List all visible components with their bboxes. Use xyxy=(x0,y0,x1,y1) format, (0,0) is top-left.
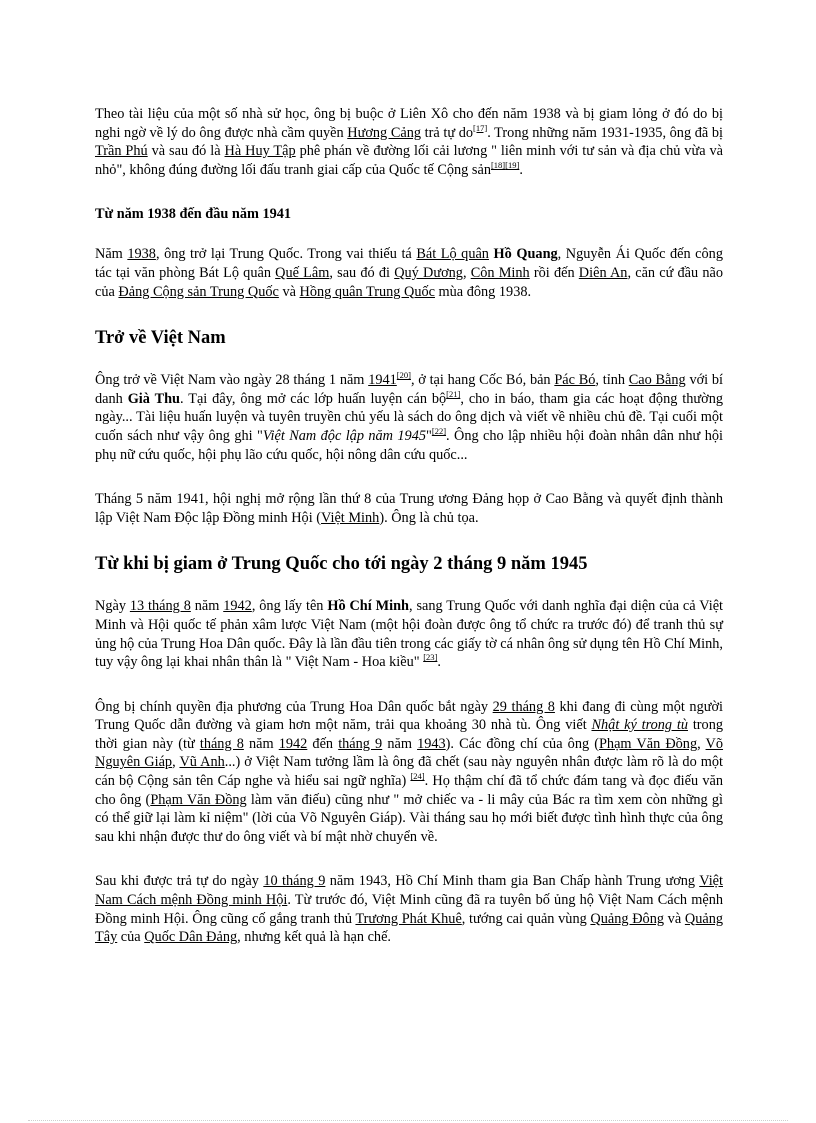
link-bat-lo-quan[interactable]: Bát Lộ quân xyxy=(416,246,489,263)
ref-24[interactable]: [24] xyxy=(410,771,425,782)
text: , nhưng kết quả là hạn chế. xyxy=(237,929,391,946)
link-quy-duong[interactable]: Quý Dương xyxy=(394,264,463,281)
text: , Nguyễn Ái Quốc đến công tác tại văn phòng Bát Lộ quân xyxy=(95,246,723,281)
paragraph-3 xyxy=(95,371,723,464)
paragraph-7 xyxy=(95,872,723,946)
ref-20[interactable]: [20] xyxy=(396,370,411,381)
link-vu-anh[interactable]: Vũ Anh xyxy=(179,754,225,771)
text: năm xyxy=(382,735,418,752)
paragraph-4 xyxy=(95,490,723,527)
link-dien-an[interactable]: Diên An xyxy=(578,264,628,281)
text: ). Ông là chủ tọa. xyxy=(379,509,479,526)
paragraph-2 xyxy=(95,245,723,301)
heading-tro-ve-viet-nam: Trở về Việt Nam xyxy=(95,328,226,349)
text: Ông trở về Việt Nam vào ngày 28 tháng 1 năm xyxy=(95,372,369,389)
link-que-lam[interactable]: Quế Lâm xyxy=(275,264,330,281)
text: , tướng cai quản vùng xyxy=(461,910,591,927)
link-tran-phu[interactable]: Trần Phú xyxy=(95,143,148,160)
text: mùa đông 1938. xyxy=(434,283,532,300)
text: trả tự do xyxy=(421,124,474,141)
link-quang-tay[interactable]: Quảng Tây xyxy=(95,910,723,946)
link-ha-huy-tap[interactable]: Hà Huy Tập xyxy=(224,143,296,160)
text: " xyxy=(426,427,432,444)
paragraph-6 xyxy=(95,698,723,847)
text: ). Các đồng chí của ông ( xyxy=(445,735,599,752)
link-thang-9[interactable]: tháng 9 xyxy=(338,735,383,752)
text: , tỉnh xyxy=(595,372,629,389)
text: . Từ trước đó, Việt Minh cũng đã ra tuyên bố ủng hộ Việt Nam Cách mệnh Đồng minh Hội. Ông cũng cố gắng tranh thủ xyxy=(95,892,723,927)
link-pham-van-dong[interactable]: Phạm Văn Đồng xyxy=(598,735,698,752)
bold-ho-quang: Hồ Quang xyxy=(493,246,558,263)
link-29-thang-8[interactable]: 29 tháng 8 xyxy=(492,698,555,715)
link-pham-van-dong-2[interactable]: Phạm Văn Đồng xyxy=(150,791,247,808)
link-viet-nam-cach-menh-dong-minh-hoi[interactable]: Việt Nam Cách mệnh Đồng minh Hội xyxy=(95,873,723,909)
text: năm 1943, Hồ Chí Minh tham gia Ban Chấp hành Trung ương xyxy=(325,873,700,890)
text: Theo tài liệu của một số nhà sử học, ông bị buộc ở Liên Xô cho đến năm 1938 và bị giam lỏng ở đó do bị nghi ngờ về lý do ông được nhà cầm quyền xyxy=(95,106,723,141)
link-1942[interactable]: 1942 xyxy=(223,598,252,615)
link-1943[interactable]: 1943 xyxy=(417,735,446,752)
text: năm xyxy=(243,735,279,752)
heading-1938-1941: Từ năm 1938 đến đầu năm 1941 xyxy=(95,206,292,223)
text: , sau đó đi xyxy=(329,264,395,281)
link-cao-bang[interactable]: Cao Bằng xyxy=(628,372,686,389)
text: . Trong những năm 1931-1935, ông đã bị xyxy=(487,124,724,141)
text: Ngày xyxy=(95,598,130,615)
paragraph-5 xyxy=(95,597,723,671)
text: . Họ thậm chí đã tổ chức đám tang và đọc điếu văn cho ông ( xyxy=(95,773,723,808)
text: Ông bị chính quyền địa phương của Trung Hoa Dân quốc bắt ngày xyxy=(95,698,493,715)
text: . xyxy=(519,161,523,178)
text: với bí danh xyxy=(95,372,723,407)
bold-ho-chi-minh: Hồ Chí Minh xyxy=(327,598,409,615)
link-dang-cong-san-trung-quoc[interactable]: Đảng Cộng sản Trung Quốc xyxy=(118,283,279,300)
text: , xyxy=(172,754,180,771)
text: Sau khi được trả tự do ngày xyxy=(95,873,264,890)
link-huong-cang[interactable]: Hương Cảng xyxy=(347,124,422,141)
link-thang-8[interactable]: tháng 8 xyxy=(199,735,244,752)
text: phê phán về đường lối cải lương " liên minh với tư sản và địa chủ vừa và nhỏ", không đúng đường lối đấu tranh giai cấp của Quốc tế Cộng sản xyxy=(95,143,723,178)
ref-19[interactable]: [19] xyxy=(505,159,520,170)
text: và xyxy=(278,283,300,300)
link-nhat-ky-trong-tu[interactable] xyxy=(591,717,688,733)
text: làm văn điếu) cũng như " mở chiếc va - li mây của Bác ra tìm xem còn những gì có thể giữ lại làm kỉ niệm" (lời của Võ Nguyên Giáp). Vài tháng sau họ mới biết được tình hình thực của ông sau khi nhận được thư do ông viết và bí mật nhờ chuyển về. xyxy=(95,791,723,845)
text: , sang Trung Quốc với danh nghĩa đại diện của cả Việt Minh và Hội quốc tế phản xâm lược Việt Nam (một hội đoàn được ông tổ chức ra trước đó) để tranh thủ sự ủng hộ của Trung Hoa Dân quốc. Đây là lần đầu tiên trong các giấy tờ cá nhân ông sử dụng tên Hồ Chí Minh, tuy vậy ông lại khai nhân thân là " Việt Nam - Hoa kiều" xyxy=(95,598,724,671)
text: năm xyxy=(190,598,224,615)
text: , ông trở lại Trung Quốc. Trong vai thiếu tá xyxy=(155,246,417,263)
link-vo-nguyen-giap[interactable]: Võ Nguyên Giáp xyxy=(95,735,724,771)
text: Tháng 5 năm 1941, hội nghị mở rộng lần thứ 8 của Trung ương Đảng họp ở Cao Bằng và quyết định thành lập Việt Nam Độc lập Đồng minh Hội ( xyxy=(95,491,723,526)
text: , cho in báo, tham gia các hoạt động thường ngày... Tài liệu huấn luyện và tuyên truyền chủ yếu là sách do ông dịch và viết về nhiều chủ đề. Tại cuối một cuốn sách như vậy ông ghi " xyxy=(95,390,723,444)
text: . xyxy=(437,654,441,671)
link-1942-b[interactable]: 1942 xyxy=(278,735,308,752)
link-1941[interactable]: 1941 xyxy=(368,372,397,389)
text: Năm xyxy=(95,246,128,263)
text: , xyxy=(697,735,706,752)
text: , căn cứ đầu não của xyxy=(95,264,724,300)
link-10-thang-9[interactable]: 10 tháng 9 xyxy=(263,873,326,890)
text: , xyxy=(462,264,471,281)
italic-viet-nam-doc-lap: Việt Nam độc lập năm 1945 xyxy=(262,427,427,444)
text: và sau đó là xyxy=(147,143,225,160)
text: rồi đến xyxy=(529,264,579,281)
text: của xyxy=(117,929,145,946)
text: . Tại đây, ông mở các lớp huấn luyện cán bộ xyxy=(180,390,447,407)
text: trong thời gian này (từ xyxy=(95,717,723,752)
document-page xyxy=(95,105,723,947)
link-quoc-dan-dang[interactable]: Quốc Dân Đảng xyxy=(144,929,238,946)
ref-17[interactable]: [17] xyxy=(473,122,488,133)
text: đến xyxy=(307,735,339,752)
bold-gia-thu: Già Thu xyxy=(127,390,181,407)
text: và xyxy=(664,910,685,927)
text: khi đang đi cùng một người Trung Quốc dẫn đường và giam hơn một năm, trải qua khoảng 30 nhà tù. Ông viết xyxy=(95,698,724,734)
ref-21[interactable]: [21] xyxy=(446,388,461,399)
paragraph-1 xyxy=(95,105,723,179)
text: , ở tại hang Cốc Bó, bản xyxy=(410,372,555,389)
link-1938[interactable]: 1938 xyxy=(127,246,156,263)
italic-text: Nhật ký trong tù xyxy=(591,717,688,734)
link-quang-dong[interactable]: Quảng Đông xyxy=(590,910,664,927)
link-con-minh[interactable]: Côn Minh xyxy=(470,264,530,281)
ref-22[interactable]: [22] xyxy=(431,425,447,436)
link-truong-phat-khue[interactable]: Trương Phát Khuê xyxy=(355,910,462,927)
link-pac-bo[interactable]: Pác Bó xyxy=(554,372,596,389)
ref-18[interactable]: [18] xyxy=(490,159,506,170)
ref-23[interactable]: [23] xyxy=(423,652,438,663)
text: ...) ở Việt Nam tưởng lầm là ông đã chết (sau này nguyên nhân được làm rõ là do một cán bộ Cộng sản tên Cáp nghe và hiểu sai ngữ nghĩa) xyxy=(95,754,723,790)
text: . Ông cho lập nhiều hội đoàn nhân dân như hội phụ nữ cứu quốc, hội phụ lão cứu quốc, hội nông dân cứu quốc... xyxy=(95,427,723,463)
link-hong-quan-trung-quoc[interactable]: Hồng quân Trung Quốc xyxy=(299,283,435,300)
heading-tu-khi-bi-giam: Từ khi bị giam ở Trung Quốc cho tới ngày 2 tháng 9 năm 1945 xyxy=(95,554,588,575)
link-viet-minh[interactable]: Việt Minh xyxy=(321,509,380,526)
text: , ông lấy tên xyxy=(251,598,328,615)
page-bottom-divider xyxy=(28,1120,788,1121)
link-13-thang-8[interactable]: 13 tháng 8 xyxy=(129,598,191,615)
